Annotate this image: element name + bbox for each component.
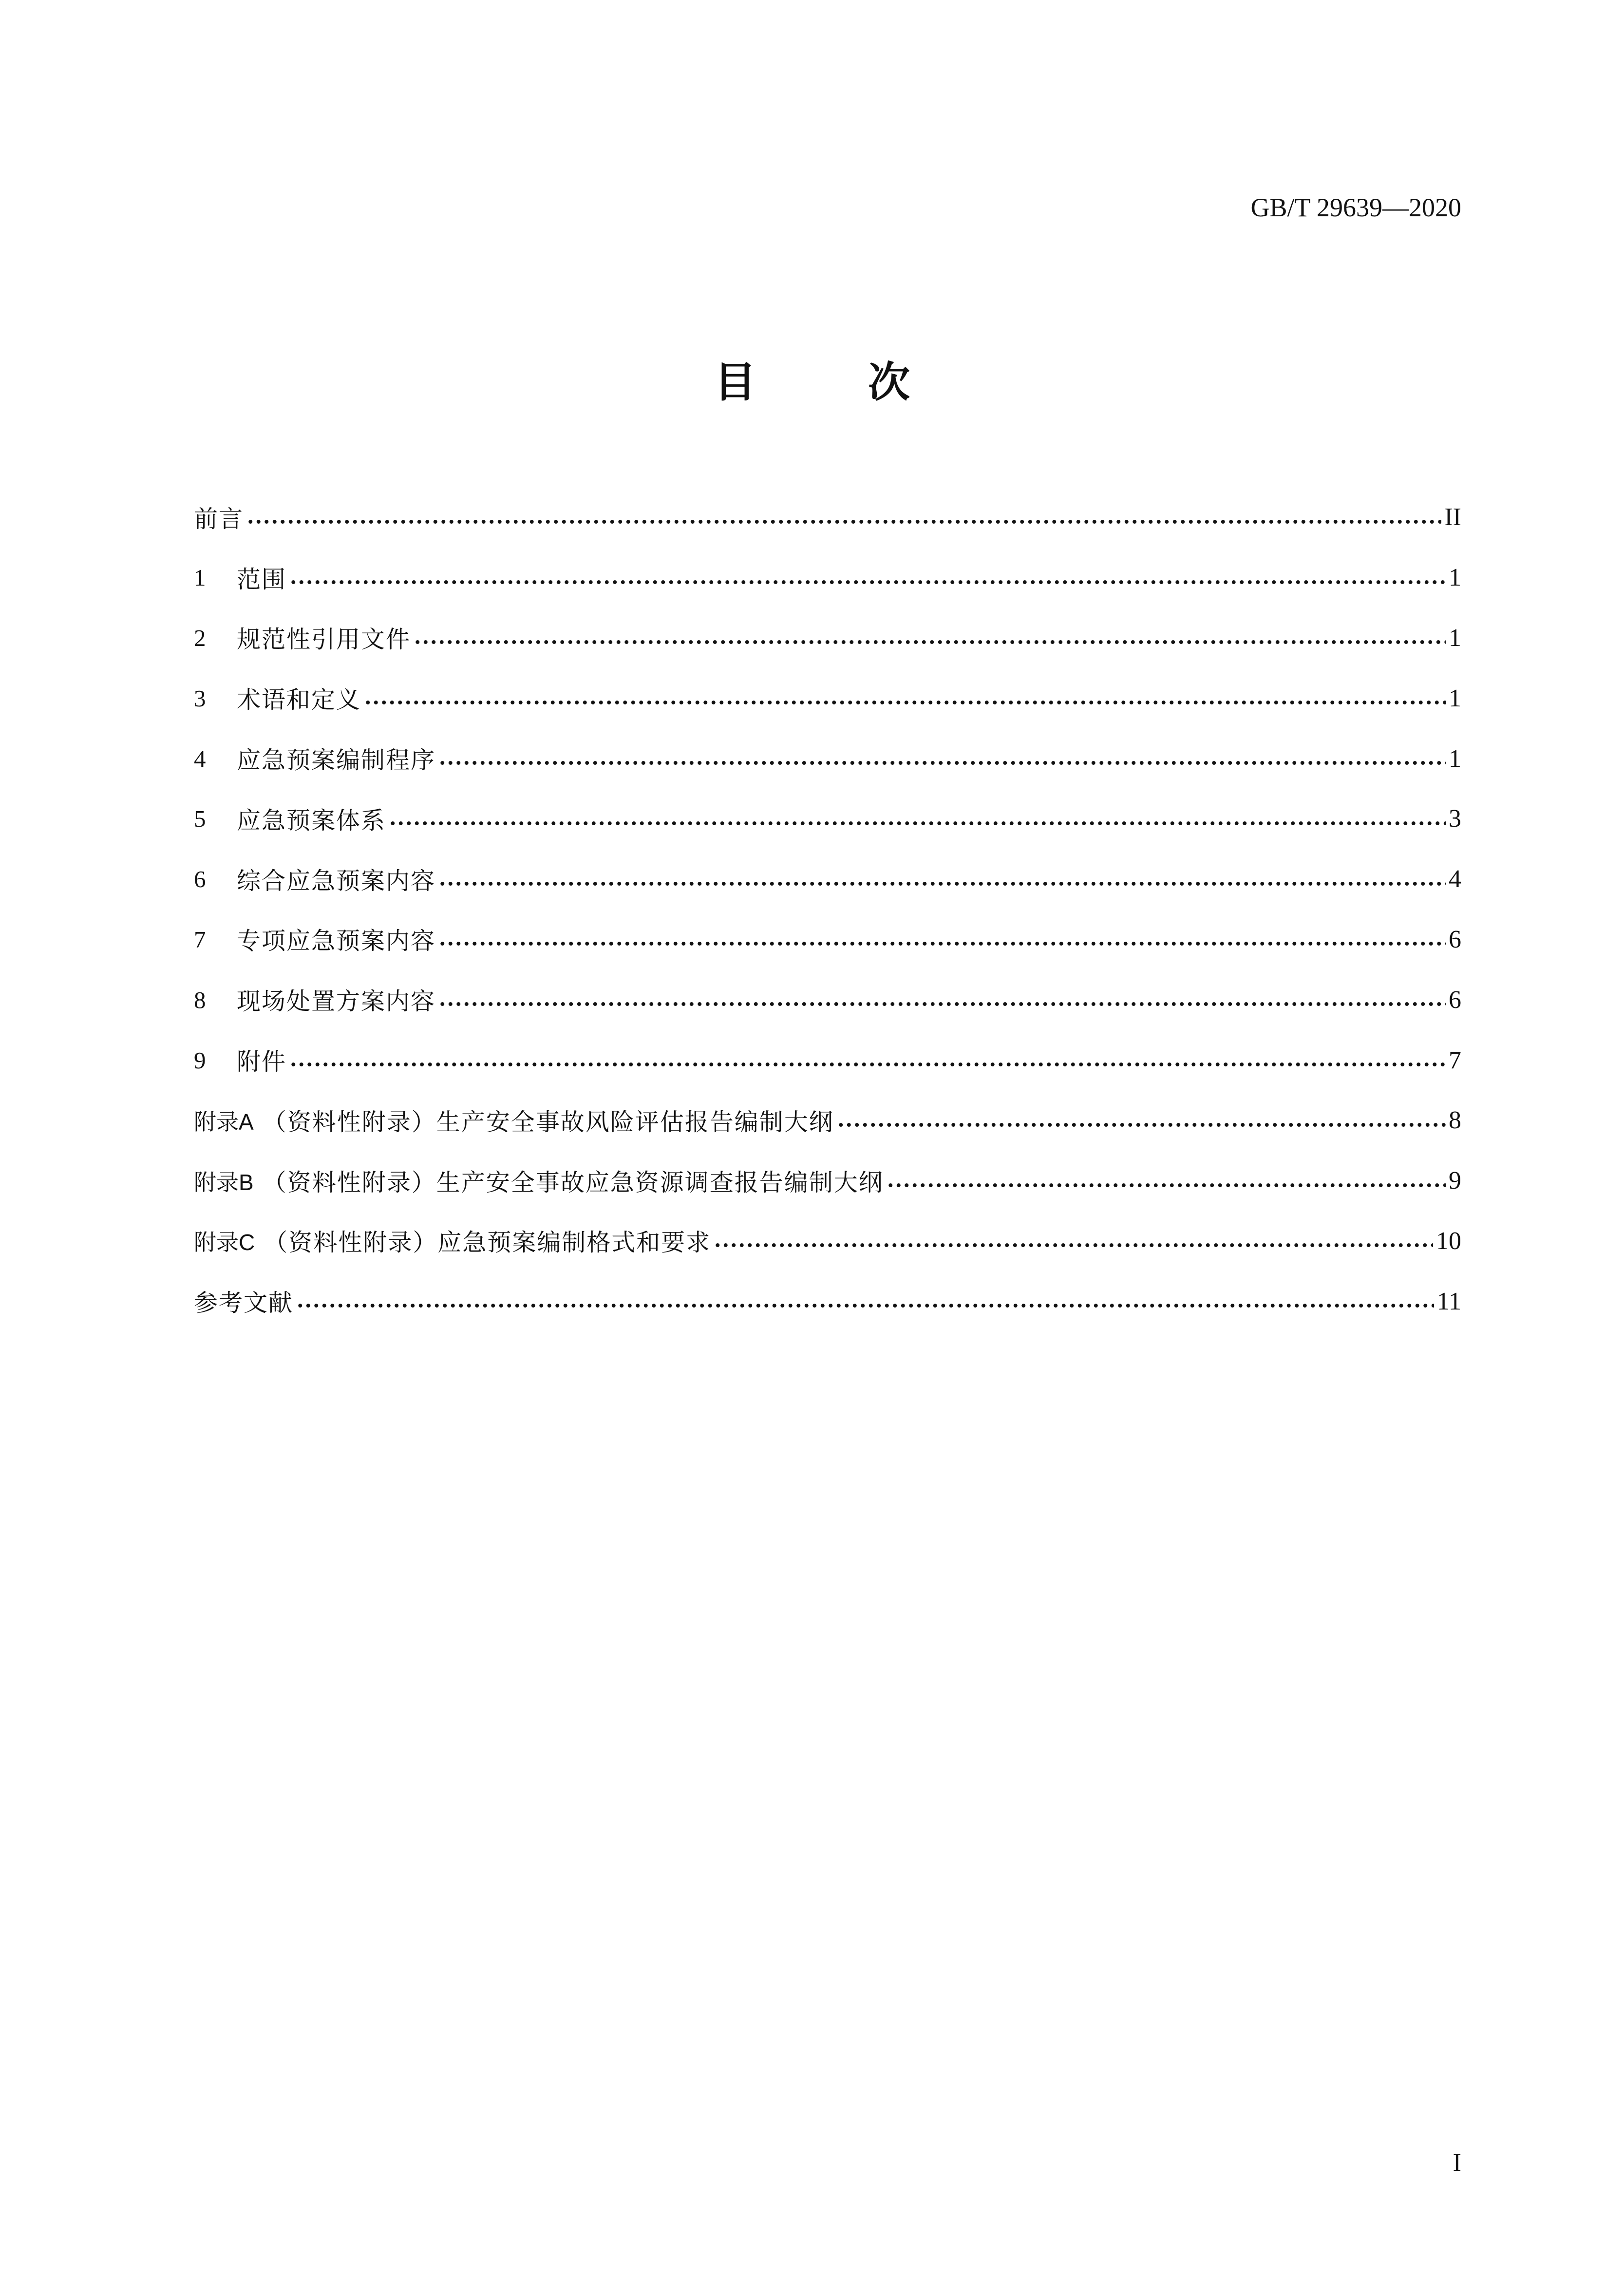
toc-label: 附件: [237, 1048, 287, 1076]
toc-label: （资料性附录）生产安全事故风险评估报告编制大纲: [262, 1108, 834, 1136]
toc-entry-5[interactable]: [194, 789, 1461, 849]
toc-entry-annex-c[interactable]: [194, 1211, 1461, 1271]
toc-label: 术语和定义: [237, 686, 361, 714]
toc-annex-id: 附录B: [194, 1169, 254, 1195]
toc-entry-1[interactable]: [194, 548, 1461, 608]
toc-entry-6[interactable]: [194, 849, 1461, 910]
toc-entry-3[interactable]: [194, 668, 1461, 728]
toc-page: 11: [1436, 1287, 1461, 1315]
toc-annex-id: 附录A: [194, 1109, 254, 1135]
toc-page: 6: [1449, 986, 1461, 1014]
toc-page: 6: [1449, 925, 1461, 953]
toc-label: 专项应急预案内容: [237, 927, 436, 955]
page-number: I: [1453, 2149, 1461, 2177]
toc-number: 3: [194, 684, 206, 712]
toc-page: 7: [1449, 1046, 1461, 1074]
toc-entry-bibliography[interactable]: [194, 1271, 1461, 1331]
toc-label: （资料性附录）应急预案编制格式和要求: [264, 1229, 711, 1257]
dot-leader: [438, 881, 1446, 887]
toc-page: 10: [1436, 1227, 1461, 1255]
dot-leader: [296, 1303, 1434, 1309]
toc-entry-annex-a[interactable]: [194, 1090, 1461, 1151]
toc-label: 前言: [194, 505, 244, 533]
toc-page: 1: [1449, 624, 1461, 652]
toc-entry-annex-b[interactable]: [194, 1151, 1461, 1211]
dot-leader: [389, 820, 1446, 826]
toc-entry-9[interactable]: [194, 1030, 1461, 1090]
dot-leader: [289, 1062, 1446, 1067]
toc-number: 8: [194, 986, 206, 1013]
toc-annex-id: 附录C: [194, 1230, 255, 1255]
toc-entry-8[interactable]: [194, 969, 1461, 1030]
toc-label: 现场处置方案内容: [237, 987, 436, 1016]
toc-entry-foreword[interactable]: [194, 487, 1461, 548]
title-char-1: 目: [714, 358, 756, 407]
toc-label: 参考文献: [194, 1289, 294, 1317]
toc-label: （资料性附录）生产安全事故应急资源调查报告编制大纲: [262, 1168, 884, 1196]
page-title: [0, 348, 1624, 409]
toc-number: 5: [194, 805, 206, 833]
table-of-contents: [194, 487, 1461, 1331]
dot-leader: [246, 519, 1441, 525]
toc-label: 范围: [237, 565, 287, 593]
dot-leader: [837, 1122, 1446, 1128]
toc-entry-7[interactable]: [194, 910, 1461, 970]
toc-page: 1: [1449, 684, 1461, 712]
dot-leader: [414, 639, 1446, 645]
toc-page: II: [1444, 503, 1461, 531]
title-char-2: 次: [868, 358, 910, 407]
toc-label: 综合应急预案内容: [237, 867, 436, 895]
dot-leader: [364, 700, 1446, 705]
dot-leader: [438, 760, 1446, 766]
toc-page: 3: [1449, 805, 1461, 833]
dot-leader: [438, 1001, 1446, 1007]
toc-number: 1: [194, 564, 206, 591]
toc-number: 7: [194, 926, 206, 953]
toc-label: 应急预案体系: [237, 806, 386, 835]
toc-entry-2[interactable]: [194, 608, 1461, 668]
toc-label: 规范性引用文件: [237, 626, 411, 654]
dot-leader: [887, 1182, 1446, 1188]
dot-leader: [714, 1242, 1433, 1248]
dot-leader: [438, 941, 1446, 947]
toc-page: 1: [1449, 564, 1461, 592]
toc-label: 应急预案编制程序: [237, 746, 436, 775]
toc-entry-4[interactable]: [194, 728, 1461, 789]
toc-number: 4: [194, 745, 206, 772]
dot-leader: [289, 579, 1446, 585]
toc-number: 9: [194, 1046, 206, 1074]
toc-page: 9: [1449, 1167, 1461, 1195]
toc-page: 4: [1449, 865, 1461, 893]
toc-page: 8: [1449, 1106, 1461, 1135]
standard-code: GB/T 29639—2020: [1250, 193, 1461, 222]
toc-page: 1: [1449, 744, 1461, 773]
toc-number: 6: [194, 866, 206, 893]
toc-number: 2: [194, 624, 206, 651]
